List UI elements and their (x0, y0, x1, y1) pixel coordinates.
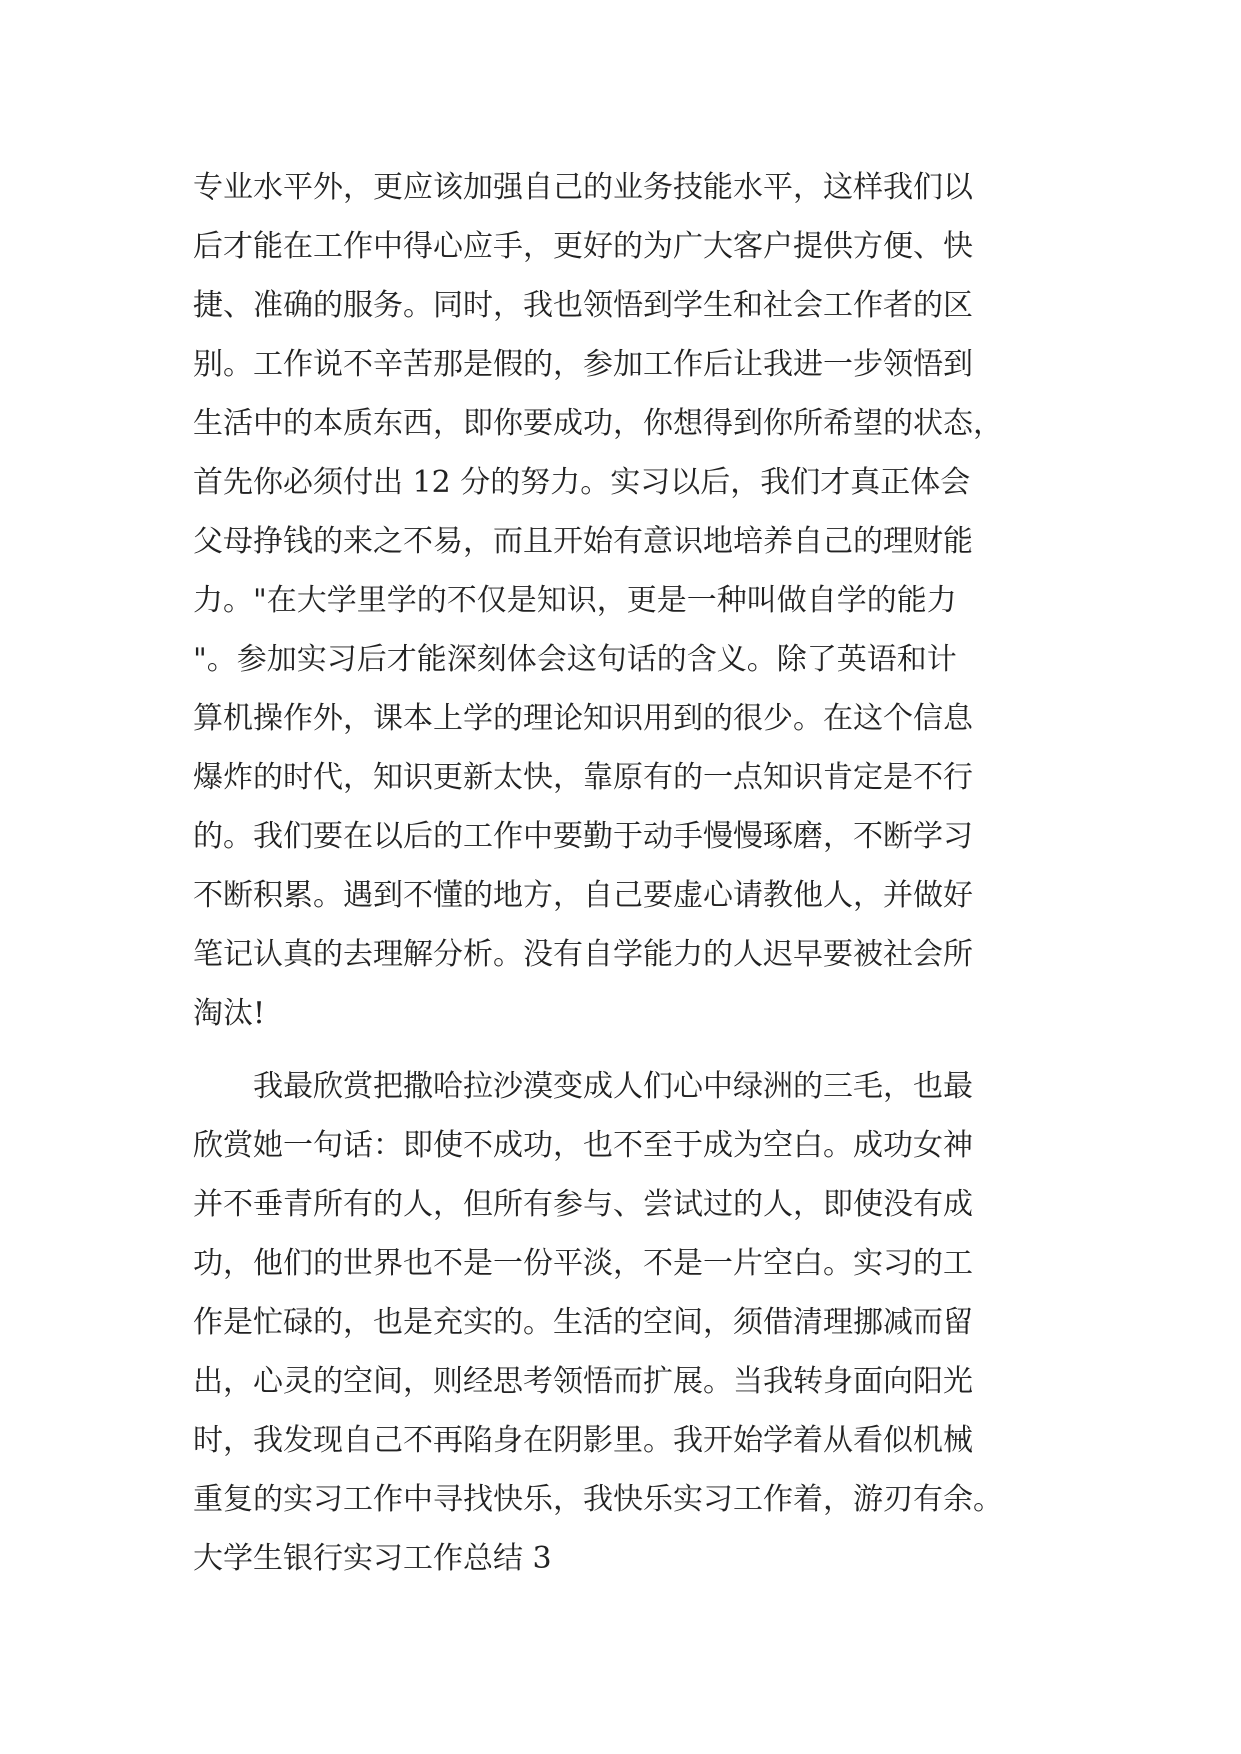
section-heading: 大学生银行实习工作总结 3 (193, 1541, 552, 1576)
paragraph-line: 并不垂青所有的人，但所有参与、尝试过的人，即使没有成 (193, 1187, 973, 1222)
paragraph-line: 不断积累。遇到不懂的地方，自己要虚心请教他人，并做好 (193, 878, 973, 913)
paragraph-line: 爆炸的时代，知识更新太快，靠原有的一点知识肯定是不行 (193, 760, 973, 795)
paragraph-line: 淘汰! (193, 996, 266, 1031)
paragraph-line: 重复的实习工作中寻找快乐，我快乐实习工作着，游刃有余。 (193, 1482, 1003, 1517)
paragraph-line: 力。"在大学里学的不仅是知识，更是一种叫做自学的能力 (193, 583, 957, 618)
paragraph-line: 作是忙碌的，也是充实的。生活的空间，须借清理挪减而留 (193, 1305, 973, 1340)
paragraph-2 (193, 1057, 1055, 1529)
paragraph-line: 时，我发现自己不再陷身在阴影里。我开始学着从看似机械 (193, 1423, 973, 1458)
paragraph-line: 笔记认真的去理解分析。没有自学能力的人迟早要被社会所 (193, 937, 973, 972)
document-body (193, 158, 1055, 1588)
paragraph-line: 捷、准确的服务。同时，我也领悟到学生和社会工作者的区 (193, 288, 973, 323)
paragraph-line: 我最欣赏把撒哈拉沙漠变成人们心中绿洲的三毛，也最 (193, 1069, 973, 1104)
paragraph-line: 功，他们的世界也不是一份平淡，不是一片空白。实习的工 (193, 1246, 973, 1281)
paragraph-line: 别。工作说不辛苦那是假的，参加工作后让我进一步领悟到 (193, 347, 973, 382)
paragraph-line: "。参加实习后才能深刻体会这句话的含义。除了英语和计 (193, 642, 957, 677)
paragraph-line: 出，心灵的空间，则经思考领悟而扩展。当我转身面向阳光 (193, 1364, 973, 1399)
paragraph-spacing (193, 1043, 1055, 1057)
paragraph-line: 首先你必须付出 12 分的努力。实习以后，我们才真正体会 (193, 465, 971, 500)
paragraph-line: 欣赏她一句话：即使不成功，也不至于成为空白。成功女神 (193, 1128, 973, 1163)
paragraph-line: 生活中的本质东西，即你要成功，你想得到你所希望的状态， (193, 406, 1003, 441)
paragraph-line: 父母挣钱的来之不易，而且开始有意识地培养自己的理财能 (193, 524, 973, 559)
paragraph-line: 算机操作外，课本上学的理论知识用到的很少。在这个信息 (193, 701, 973, 736)
paragraph-line: 的。我们要在以后的工作中要勤于动手慢慢琢磨，不断学习 (193, 819, 973, 854)
paragraph-line: 专业水平外，更应该加强自己的业务技能水平，这样我们以 (193, 170, 973, 205)
paragraph-1 (193, 158, 1055, 1043)
paragraph-line: 后才能在工作中得心应手，更好的为广大客户提供方便、快 (193, 229, 973, 264)
